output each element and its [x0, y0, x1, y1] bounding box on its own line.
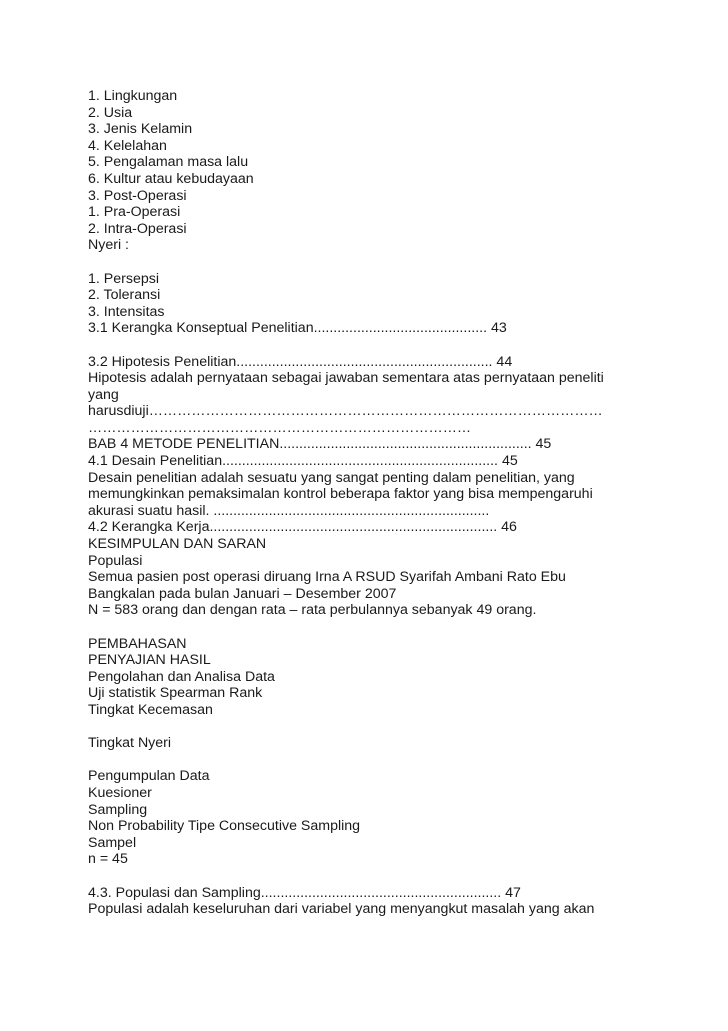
- text-line: Semua pasien post operasi diruang Irna A RSUD Syarifah Ambani Rato Ebu: [88, 569, 566, 586]
- text-line: PEMBAHASAN: [88, 635, 187, 652]
- text-line: Sampel: [88, 834, 137, 851]
- text-line: 1. Pra-Operasi: [88, 204, 181, 221]
- text-line: PENYAJIAN HASIL: [88, 652, 211, 669]
- blank-line: [88, 868, 648, 885]
- text-line: 4.2 Kerangka Kerja......................................................................... 46: [88, 519, 517, 536]
- text-line: Pengolahan dan Analisa Data: [88, 668, 275, 685]
- blank-line: [88, 752, 648, 769]
- text-line: Tingkat Kecemasan: [88, 701, 213, 718]
- text-line: 1. Persepsi: [88, 270, 159, 287]
- blank-line: [88, 254, 648, 271]
- text-line: ………………………………………………………………………: [88, 419, 472, 436]
- text-line: Bangkalan pada bulan Januari – Desember 2007: [88, 585, 397, 602]
- text-line: N = 583 orang dan dengan rata – rata perbulannya sebanyak 49 orang.: [88, 602, 537, 619]
- text-line: 4.1 Desain Penelitian...................................................................... 45: [88, 453, 518, 470]
- text-line: 4. Kelelahan: [88, 137, 167, 154]
- text-line: harusdiuji……………………………………………………………………………………: [88, 403, 603, 420]
- text-line: 4.3. Populasi dan Sampling............................................................. 47: [88, 884, 521, 901]
- blank-line: [88, 337, 648, 354]
- text-line: yang: [88, 386, 119, 403]
- text-line: Kuesioner: [88, 784, 152, 801]
- text-line: 5. Pengalaman masa lalu: [88, 154, 249, 171]
- text-line: 2. Toleransi: [88, 287, 161, 304]
- text-line: 3. Post-Operasi: [88, 187, 187, 204]
- text-line: 2. Usia: [88, 104, 133, 121]
- text-line: KESIMPULAN DAN SARAN: [88, 536, 267, 553]
- blank-line: [88, 619, 648, 636]
- text-line: 6. Kultur atau kebudayaan: [88, 170, 254, 187]
- document-body: [88, 88, 648, 918]
- text-line: 1. Lingkungan: [88, 88, 178, 104]
- text-line: Populasi: [88, 552, 143, 569]
- text-line: Uji statistik Spearman Rank: [88, 685, 263, 702]
- text-line: 3.1 Kerangka Konseptual Penelitian............................................ 43: [88, 320, 507, 337]
- text-line: Tingkat Nyeri: [88, 735, 172, 752]
- text-line: Hipotesis adalah pernyataan sebagai jawaban sementara atas pernyataan peneliti: [88, 370, 604, 387]
- text-line: BAB 4 METODE PENELITIAN................................................................ 45: [88, 436, 552, 453]
- text-line: memungkinkan pemaksimalan kontrol beberapa faktor yang bisa mempengaruhi: [88, 486, 593, 503]
- text-line: 2. Intra-Operasi: [88, 220, 187, 237]
- text-line: n = 45: [88, 851, 128, 868]
- text-line: Populasi adalah keseluruhan dari variabel yang menyangkut masalah yang akan: [88, 901, 595, 918]
- text-line: akurasi suatu hasil. ......................................................................: [88, 502, 490, 519]
- text-line: Sampling: [88, 801, 148, 818]
- text-line: Non Probability Tipe Consecutive Sampling: [88, 818, 361, 835]
- text-line: 3. Intensitas: [88, 303, 165, 320]
- text-line: 3. Jenis Kelamin: [88, 121, 193, 138]
- text-line: Pengumpulan Data: [88, 768, 210, 785]
- text-line: Nyeri :: [88, 237, 129, 254]
- text-line: Desain penelitian adalah sesuatu yang sangat penting dalam penelitian, yang: [88, 469, 575, 486]
- text-line: 3.2 Hipotesis Penelitian................................................................. 44: [88, 353, 513, 370]
- blank-line: [88, 719, 648, 736]
